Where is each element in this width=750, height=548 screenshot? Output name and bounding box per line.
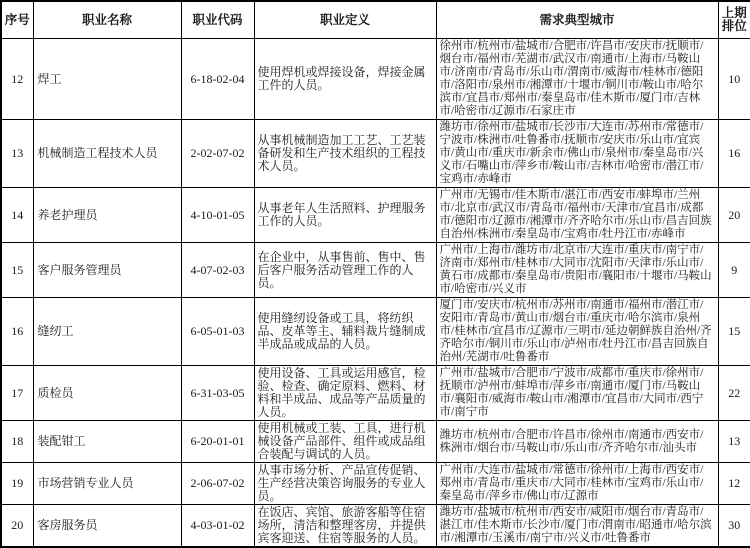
- cell-previous-rank: 30: [718, 505, 750, 548]
- cell-previous-rank: 13: [718, 421, 750, 463]
- table-row: [1, 39, 750, 120]
- cell-previous-rank: 9: [718, 243, 750, 298]
- col-header-definition: 职业定义: [254, 1, 436, 39]
- cell-occupation-code: 6-05-01-03: [181, 298, 254, 366]
- cell-occupation-name: 机械制造工程技术人员: [33, 120, 181, 188]
- table-row: [1, 366, 750, 421]
- cell-occupation-name: 市场营销专业人员: [33, 463, 181, 505]
- table-body: [1, 39, 750, 548]
- cell-occupation-code: 4-03-01-02: [181, 505, 254, 548]
- cell-occupation-name: 焊工: [33, 39, 181, 120]
- cell-serial-number: 15: [1, 243, 33, 298]
- cell-occupation-code: 4-07-02-03: [181, 243, 254, 298]
- table-row: [1, 120, 750, 188]
- cell-occupation-definition: 使用缝纫设备或工具，将纺织品、皮革等主、辅料裁片缝制成半成品或成品的人员。: [254, 298, 436, 366]
- cell-demand-cities: 广州市/无锡市/佳木斯市/湛江市/西安市/蚌埠市/兰州市/北京市/武汉市/青岛市/福州市/天津市/宜昌市/成都市/德阳市/辽源市/湘潭市/齐齐哈尔市/乐山市/昌吉回族自治州/株洲市/秦皇岛市/宝鸡市/牡丹江市/赤峰市: [436, 188, 718, 243]
- col-header-previous-rank: 上期排位: [718, 1, 750, 39]
- col-header-occupation-code: 职业代码: [181, 1, 254, 39]
- cell-occupation-name: 质检员: [33, 366, 181, 421]
- cell-occupation-code: 2-02-07-02: [181, 120, 254, 188]
- cell-occupation-definition: 从事老年人生活照料、护理服务工作的人员。: [254, 188, 436, 243]
- cell-previous-rank: 12: [718, 463, 750, 505]
- col-header-occupation-name: 职业名称: [33, 1, 181, 39]
- cell-previous-rank: 10: [718, 39, 750, 120]
- header-row: [1, 1, 750, 39]
- cell-serial-number: 17: [1, 366, 33, 421]
- table-row: [1, 463, 750, 505]
- cell-occupation-definition: 使用机械或工装、工具，进行机械设备产品部件、组件或成品组合装配与调试的人员。: [254, 421, 436, 463]
- table-row: [1, 298, 750, 366]
- cell-occupation-code: 2-06-07-02: [181, 463, 254, 505]
- table-row: [1, 505, 750, 548]
- cell-previous-rank: 15: [718, 298, 750, 366]
- cell-occupation-definition: 从事市场分析、产品宣传促销、生产经营决策咨询服务的专业人员。: [254, 463, 436, 505]
- cell-serial-number: 16: [1, 298, 33, 366]
- cell-demand-cities: 广州市/盐城市/合肥市/宁波市/成都市/重庆市/徐州市/抚顺市/泸州市/蚌埠市/萍乡市/南通市/厦门市/马鞍山市/襄阳市/威海市/鞍山市/湘潭市/宜昌市/大同市/西宁市/南宁市: [436, 366, 718, 421]
- cell-demand-cities: 广州市/大连市/盐城市/常德市/徐州市/上海市/西安市/郑州市/青岛市/重庆市/大同市/桂林市/宝鸡市/乐山市/秦皇岛市/萍乡市/佛山市/辽源市: [436, 463, 718, 505]
- cell-occupation-name: 客户服务管理员: [33, 243, 181, 298]
- cell-serial-number: 19: [1, 463, 33, 505]
- cell-serial-number: 20: [1, 505, 33, 548]
- table-row: [1, 243, 750, 298]
- col-header-serial: 序号: [1, 1, 33, 39]
- cell-demand-cities: 厦门市/安庆市/杭州市/苏州市/南通市/福州市/潜江市/安阳市/青岛市/黄山市/烟台市/重庆市/哈尔滨市/泉州市/桂林市/宜昌市/辽源市/三明市/延边朝鲜族自治州/齐齐哈尔市/铜川市/乐山市/泸州市/牡丹江市/昌吉回族自治州/芜湖市/吐鲁番市: [436, 298, 718, 366]
- cell-occupation-definition: 从事机械制造加工工艺、工艺装备研发和生产技术组织的工程技术人员。: [254, 120, 436, 188]
- table-header: [1, 1, 750, 39]
- cell-occupation-name: 客房服务员: [33, 505, 181, 548]
- cell-previous-rank: 22: [718, 366, 750, 421]
- cell-previous-rank: 16: [718, 120, 750, 188]
- cell-demand-cities: 潍坊市/徐州市/盐城市/长沙市/大连市/苏州市/常德市/宁波市/株洲市/吐鲁番市/抚顺市/安庆市/乐山市/宜宾市/黄山市/重庆市/新余市/佛山市/泉州市/秦皇岛市/兴义市/石嘴山市/萍乡市/鞍山市/吉林市/哈密市/潜江市/宝鸡市/赤峰市: [436, 120, 718, 188]
- cell-demand-cities: 徐州市/杭州市/盐城市/合肥市/许昌市/安庆市/抚顺市/烟台市/福州市/芜湖市/武汉市/南通市/上海市/马鞍山市/济南市/青岛市/乐山市/渭南市/威海市/桂林市/德阳市/洛阳市/泉州市/湘潭市/十堰市/铜川市/鞍山市/哈尔滨市/宜昌市/郑州市/秦皇岛市/佳木斯市/厦门市/吉林市/哈密市/辽源市/石家庄市: [436, 39, 718, 120]
- cell-demand-cities: 广州市/上海市/潍坊市/北京市/大连市/重庆市/南宁市/济南市/郑州市/桂林市/大同市/沈阳市/天津市/乐山市/黄石市/成都市/秦皇岛市/贵阳市/襄阳市/十堰市/马鞍山市/哈密市/兴义市: [436, 243, 718, 298]
- cell-serial-number: 18: [1, 421, 33, 463]
- cell-occupation-code: 6-31-03-05: [181, 366, 254, 421]
- cell-demand-cities: 潍坊市/盐城市/杭州市/西安市/咸阳市/烟台市/青岛市/湛江市/佳木斯市/长沙市/厦门市/渭南市/昭通市/哈尔滨市/湘潭市/玉溪市/南宁市/兴义市/吐鲁番市: [436, 505, 718, 548]
- cell-demand-cities: 潍坊市/杭州市/合肥市/许昌市/徐州市/南通市/西安市/株洲市/烟台市/马鞍山市/乐山市/齐齐哈尔市/汕头市: [436, 421, 718, 463]
- cell-occupation-name: 装配钳工: [33, 421, 181, 463]
- cell-occupation-definition: 使用焊机或焊接设备，焊接金属工件的人员。: [254, 39, 436, 120]
- col-header-demand-cities: 需求典型城市: [436, 1, 718, 39]
- cell-serial-number: 14: [1, 188, 33, 243]
- table-row: [1, 421, 750, 463]
- cell-occupation-code: 6-18-02-04: [181, 39, 254, 120]
- cell-occupation-name: 缝纫工: [33, 298, 181, 366]
- cell-serial-number: 12: [1, 39, 33, 120]
- cell-serial-number: 13: [1, 120, 33, 188]
- cell-occupation-name: 养老护理员: [33, 188, 181, 243]
- cell-occupation-definition: 在企业中，从事售前、售中、售后客户服务活动管理工作的人员。: [254, 243, 436, 298]
- cell-occupation-code: 4-10-01-05: [181, 188, 254, 243]
- cell-previous-rank: 20: [718, 188, 750, 243]
- table-row: [1, 188, 750, 243]
- cell-occupation-definition: 在饭店、宾馆、旅游客船等住宿场所，清洁和整理客房，并提供宾客迎送、住宿等服务的人员。: [254, 505, 436, 548]
- cell-occupation-definition: 使用设备、工具或运用感官，检验、检查、确定原料、燃料、材料和半成品、成品等产品质量的人员。: [254, 366, 436, 421]
- cell-occupation-code: 6-20-01-01: [181, 421, 254, 463]
